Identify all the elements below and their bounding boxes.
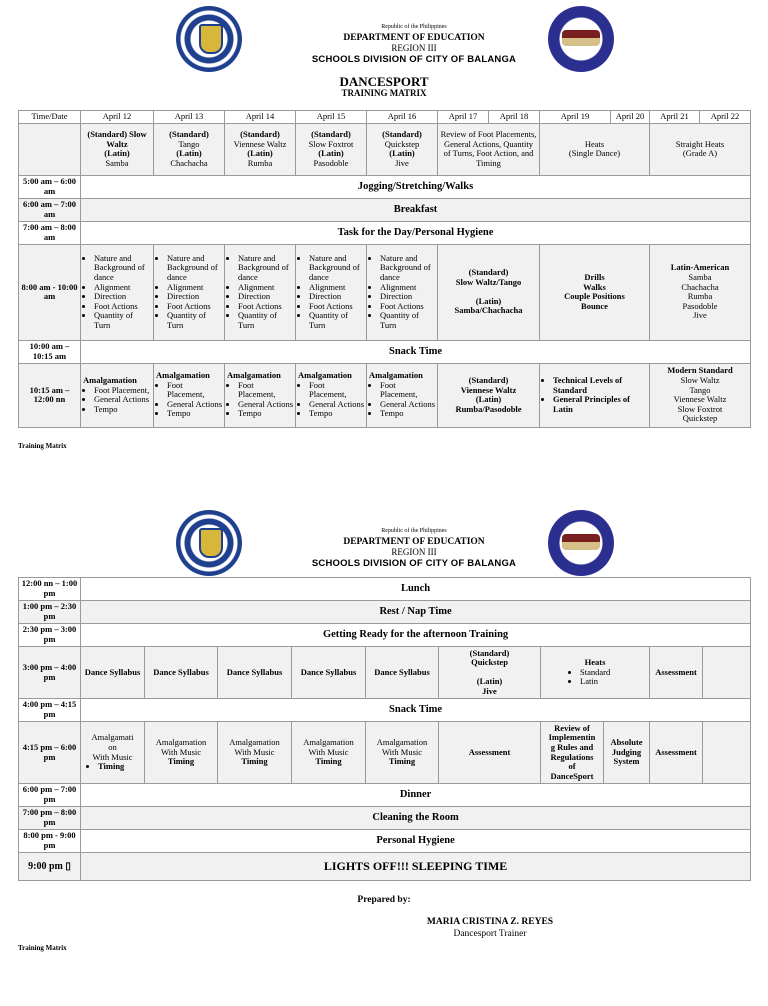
division-seal-icon <box>548 6 614 72</box>
dance-cell: (Standard) Tango (Latin) Chachacha <box>154 123 225 175</box>
dance-row <box>19 123 751 175</box>
table-row: 7:00 am – 8:00 am Task for the Day/Personal Hygiene <box>19 221 751 244</box>
table-row: 8:00 pm - 9:00 pm Personal Hygiene <box>19 830 751 853</box>
straight-heats-cell: Straight Heats (Grade A) <box>650 123 751 175</box>
col-header: April 22 <box>700 111 751 124</box>
table-row: 10:00 am – 10:15 am Snack Time <box>19 340 751 363</box>
heats-cell: Heats (Single Dance) <box>540 123 650 175</box>
table-row: 1:00 pm – 2:30 pm Rest / Nap Time <box>19 601 751 624</box>
table-row: 10:15 am – 12:00 nn Amalgamation • Foot Placement, • General Actions • Tempo Amalgamation • Foot Placement, • General Actions • Tempo Amalgamation • Foot Placement, • General Actions • Tempo Amalgamation • Foot Placement, • General Actions • Tempo Amalgamation • Foot Placement, • General Actions • Tempo (Standard) Viennese Waltz (Latin) Rumba/Pasodoble • Technical Levels of Standard • General Principles of Latin Modern Standard Slow Waltz Tango Viennese Waltz Slow Foxtrot Quickstep <box>19 363 751 427</box>
preparer-title: Dancesport Trainer <box>453 929 527 939</box>
department-text: DEPARTMENT OF EDUCATION <box>343 537 485 547</box>
table-row: 5:00 am – 6:00 am Jogging/Stretching/Walks <box>19 175 751 198</box>
col-header: Time/Date <box>19 111 81 124</box>
dance-cell: (Standard) Slow Foxtrot (Latin) Pasodoble <box>296 123 367 175</box>
col-header: April 14 <box>225 111 296 124</box>
dance-cell: (Standard) Quickstep (Latin) Jive <box>367 123 438 175</box>
deped-seal-icon <box>176 510 242 576</box>
afternoon-matrix-table <box>18 577 751 881</box>
republic-text: Republic of the Philippines <box>381 528 447 534</box>
col-header: April 21 <box>650 111 700 124</box>
table-row: 4:15 pm – 6:00 pm Amalgamati on With Music • Timing Amalgamation With Music Timing Amalgamation With Music Timing Amalgamation With Music Timing Amalgamation With Music Timing Assessment Review of Implementin g Rules and Regulations of DanceSport Absolute Judging System Assessment <box>19 722 751 784</box>
table-row: 3:00 pm – 4:00 pm Dance Syllabus Dance Syllabus Dance Syllabus Dance Syllabus Dance Syllabus (Standard) Quickstep (Latin) Jive Heats • Standard • Latin Assessment <box>19 647 751 699</box>
division-seal-icon <box>548 510 614 576</box>
col-header: April 18 <box>489 111 540 124</box>
training-matrix-table <box>18 110 751 428</box>
table-row: 4:00 pm – 4:15 pm Snack Time <box>19 699 751 722</box>
region-text: REGION III <box>391 43 437 53</box>
page-title: DANCESPORT <box>339 74 429 89</box>
col-header: April 13 <box>154 111 225 124</box>
page1-footer: Training Matrix <box>18 442 67 450</box>
table-row: 9:00 pm ▯ LIGHTS OFF!!! SLEEPING TIME <box>19 853 751 881</box>
republic-text: Republic of the Philippines <box>381 24 447 30</box>
topic-list: • Nature and Background of dance • Alignment • Direction • Foot Actions • Quantity of Turn <box>81 244 154 340</box>
topic-list: • Nature and Background of dance • Alignment • Direction • Foot Actions • Quantity of Turn <box>154 244 225 340</box>
division-text: SCHOOLS DIVISION OF CITY OF BALANGA <box>311 558 517 569</box>
page2-header <box>0 510 768 580</box>
table-row: 7:00 pm – 8:00 pm Cleaning the Room <box>19 807 751 830</box>
col-header: April 16 <box>367 111 438 124</box>
region-text: REGION III <box>391 547 437 557</box>
department-text: DEPARTMENT OF EDUCATION <box>343 33 485 43</box>
topic-list: • Nature and Background of dance • Alignment • Direction • Foot Actions • Quantity of Turn <box>225 244 296 340</box>
preparer-name: MARIA CRISTINA Z. REYES <box>426 917 554 927</box>
topic-list: • Nature and Background of dance • Alignment • Direction • Foot Actions • Quantity of Turn <box>367 244 438 340</box>
col-header: April 12 <box>81 111 154 124</box>
col-header: April 19 <box>540 111 611 124</box>
col-header: April 15 <box>296 111 367 124</box>
table-row: 6:00 am – 7:00 am Breakfast <box>19 198 751 221</box>
table-row: 2:30 pm – 3:00 pm Getting Ready for the afternoon Training <box>19 624 751 647</box>
prepared-by-label: Prepared by: <box>357 895 411 905</box>
page-subtitle: TRAINING MATRIX <box>341 88 427 98</box>
col-header: April 17 <box>438 111 489 124</box>
review-cell: Review of Foot Placements, General Actions, Quantity of Turns, Foot Action, and Timing <box>438 123 540 175</box>
dance-cell: (Standard) Slow Waltz (Latin) Samba <box>81 123 154 175</box>
page1-header <box>0 6 768 76</box>
dance-cell: (Standard) Viennese Waltz (Latin) Rumba <box>225 123 296 175</box>
col-header: April 20 <box>611 111 650 124</box>
table-row: 12:00 nn – 1:00 pm Lunch <box>19 578 751 601</box>
table-row: 6:00 pm – 7:00 pm Dinner <box>19 784 751 807</box>
topic-list: • Nature and Background of dance • Alignment • Direction • Foot Actions • Quantity of Turn <box>296 244 367 340</box>
division-text: SCHOOLS DIVISION OF CITY OF BALANGA <box>311 54 517 65</box>
table-row: 8:00 am - 10:00 am • Nature and Background of dance • Alignment • Direction • Foot Actions • Quantity of Turn • Nature and Background of dance • Alignment • Direction • Foot Actions • Quantity of Turn • Nature and Background of dance • Alignment • Direction • Foot Actions • Quantity of Turn • Nature and Background of dance • Alignment • Direction • Foot Actions • Quantity of Turn • Nature and Background of dance • Alignment • Direction • Foot Actions • Quantity of Turn (Standard) Slow Waltz/Tango (Latin) Samba/Chachacha Drills Walks Couple Positions Bounce Latin-American Samba Chachacha Rumba Pasodoble Jive <box>19 244 751 340</box>
deped-seal-icon <box>176 6 242 72</box>
page2-footer: Training Matrix <box>18 944 67 952</box>
date-header-row <box>19 111 751 124</box>
